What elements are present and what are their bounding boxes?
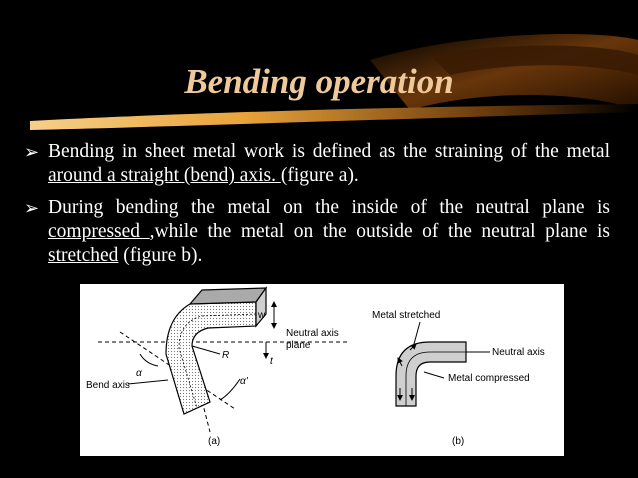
bullet-text-underlined: stretched (48, 245, 119, 266)
bullet-text-underlined: around a straight (bend) axis. (48, 165, 281, 186)
bullet-text-segment: Bending in sheet metal work is defined as the straining of the metal (48, 141, 610, 162)
label-alpha-prime: α' (240, 376, 248, 387)
bullet-text (48, 196, 610, 268)
label-neutral-axis-plane: plane (286, 340, 311, 351)
caption-a: (a) (208, 436, 221, 447)
label-metal-stretched: Metal stretched (372, 310, 441, 321)
bending-figure (80, 284, 564, 456)
label-radius: R (222, 350, 230, 361)
bullet-text-segment: (figure a). (280, 165, 359, 186)
arrowhead-bullet-icon: ➢ (24, 198, 40, 218)
label-neutral-axis-plane: Neutral axis (286, 328, 339, 339)
label-alpha: α (136, 368, 142, 379)
label-neutral-axis: Neutral axis (492, 347, 545, 358)
bullet-text-segment: (figure b). (118, 245, 203, 266)
label-thickness: t (270, 356, 273, 367)
bullet-text-segment: ,while the metal on the outside of the neutral plane is (149, 221, 610, 242)
bullet-item (24, 196, 610, 268)
arrowhead-bullet-icon: ➢ (24, 142, 40, 162)
bullet-text (48, 140, 610, 188)
caption-b: (b) (452, 436, 465, 447)
bullet-text-underlined: compressed (48, 221, 150, 242)
bullet-text-segment: During bending the metal on the inside of the neutral plane is (48, 197, 610, 218)
figure-b-diagram (396, 322, 490, 406)
slide-title: Bending operation (184, 62, 454, 101)
label-metal-compressed: Metal compressed (448, 373, 530, 384)
label-w: w (258, 310, 266, 321)
bullet-item (24, 140, 610, 188)
label-bend-axis: Bend axis (86, 380, 130, 391)
